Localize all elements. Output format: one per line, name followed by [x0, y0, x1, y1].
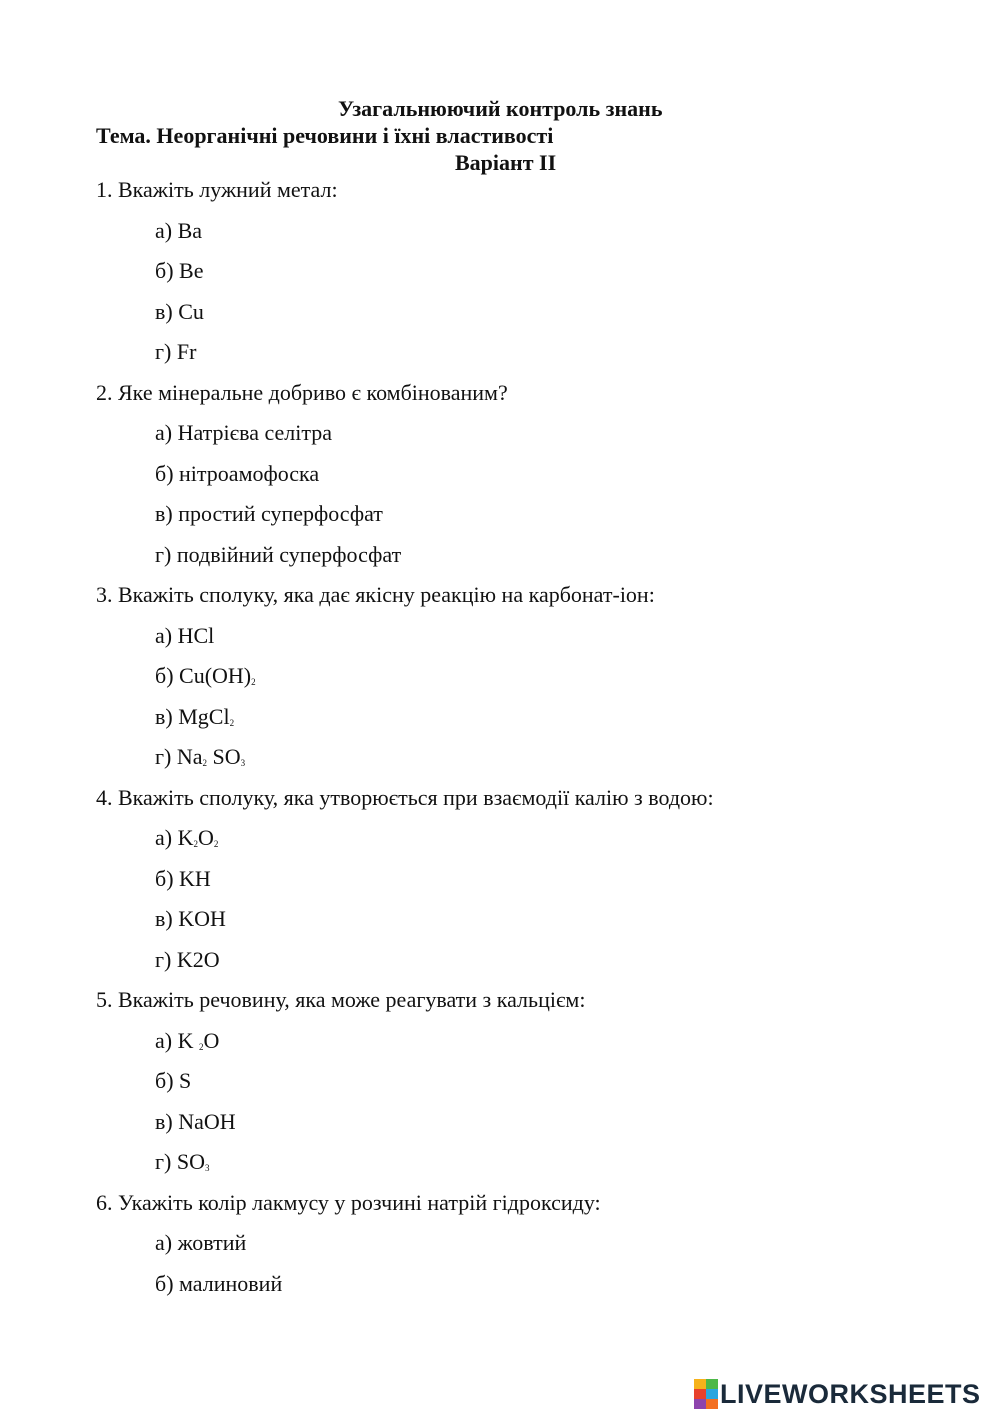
option-text: KOH — [178, 906, 226, 931]
option-letter: а) — [155, 623, 178, 648]
option-text: Cu(OH) — [179, 663, 252, 688]
answer-option — [155, 744, 245, 770]
option-text: K2O — [176, 947, 220, 972]
question-text: 4. Вкажіть сполуку, яка утворюється при взаємодії калію з водою: — [96, 785, 714, 810]
option-letter: в) — [155, 501, 179, 526]
liveworksheets-logo — [694, 1374, 981, 1414]
formula-subscript: 2 — [198, 1042, 204, 1052]
formula-subscript: 2 — [229, 718, 235, 728]
option-letter: б) — [155, 1271, 180, 1296]
answer-option — [155, 623, 214, 649]
answer-option — [155, 339, 196, 365]
option-letter: г) — [155, 744, 177, 769]
answer-option — [155, 501, 383, 527]
answer-option — [155, 1149, 209, 1175]
formula-subscript: 3 — [204, 1163, 210, 1173]
answer-option — [155, 1230, 246, 1256]
answer-option — [155, 420, 332, 446]
formula-subscript: 2 — [193, 839, 198, 849]
option-text: подвійний суперфосфат — [176, 542, 402, 567]
question-text: 6. Укажіть колір лакмусу у розчині натрій гідроксиду: — [96, 1190, 601, 1215]
logo-tile — [694, 1399, 706, 1409]
option-text: малиновий — [179, 1271, 283, 1296]
option-text: жовтий — [177, 1230, 247, 1255]
option-letter: а) — [155, 1028, 178, 1053]
logo-tile — [706, 1389, 718, 1399]
logo-tile — [694, 1389, 706, 1399]
question-text: 5. Вкажіть речовину, яка може реагувати з кальцієм: — [96, 987, 586, 1012]
formula-subscript: 2 — [213, 839, 219, 849]
option-text: Be — [179, 258, 204, 283]
answer-option — [155, 1068, 191, 1094]
option-letter: а) — [155, 420, 178, 445]
answer-option — [155, 258, 203, 284]
option-text: простий суперфосфат — [178, 501, 383, 526]
logo-tile — [694, 1379, 706, 1389]
answer-option — [155, 1028, 219, 1054]
option-text: Натрієва селітра — [177, 420, 333, 445]
option-letter: в) — [155, 1109, 179, 1134]
question-text: 1. Вкажіть лужний метал: — [96, 177, 338, 202]
option-letter: г) — [155, 947, 177, 972]
formula-subscript: 2 — [202, 758, 208, 768]
option-text: O — [203, 1028, 220, 1053]
option-letter: б) — [155, 663, 180, 688]
answer-option — [155, 542, 401, 568]
logo-tile — [706, 1379, 718, 1389]
answer-option — [155, 866, 211, 892]
formula-subscript: 2 — [251, 677, 256, 687]
answer-option — [155, 461, 319, 487]
option-letter: б) — [155, 866, 180, 891]
option-text: O — [197, 825, 214, 850]
answer-option — [155, 704, 234, 730]
answer-option — [155, 1271, 282, 1297]
liveworksheets-text: LIVEWORKSHEETS — [720, 1378, 981, 1409]
option-text: Fr — [176, 339, 197, 364]
option-text: NaOH — [178, 1109, 236, 1134]
option-text: Ba — [177, 218, 203, 243]
option-letter: а) — [155, 218, 178, 243]
option-text: SO — [207, 744, 241, 769]
answer-option — [155, 825, 218, 851]
answer-option — [155, 947, 220, 973]
option-letter: б) — [155, 1068, 180, 1093]
option-letter: г) — [155, 542, 177, 567]
document-title: Узагальнюючий контроль знань — [338, 96, 663, 121]
answer-option — [155, 663, 256, 689]
option-text: S — [179, 1068, 192, 1093]
question-text: 2. Яке мінеральне добриво є комбінованим? — [96, 380, 508, 405]
question-text: 3. Вкажіть сполуку, яка дає якісну реакцію на карбонат-іон: — [96, 582, 655, 607]
option-text: K — [177, 1028, 199, 1053]
option-text: KH — [179, 866, 211, 891]
option-text: K — [177, 825, 194, 850]
option-letter: а) — [155, 1230, 178, 1255]
option-letter: б) — [155, 461, 180, 486]
logo-tile — [706, 1399, 718, 1409]
option-letter: г) — [155, 1149, 177, 1174]
document-topic: Тема. Неорганічні речовини і їхні властивості — [96, 123, 554, 148]
answer-option — [155, 299, 204, 325]
answer-option — [155, 1109, 236, 1135]
liveworksheets-mark-icon — [694, 1379, 718, 1409]
option-letter: в) — [155, 299, 179, 324]
option-text: Cu — [178, 299, 204, 324]
option-letter: в) — [155, 906, 179, 931]
option-text: Na — [176, 744, 203, 769]
formula-subscript: 3 — [240, 758, 246, 768]
answer-option — [155, 218, 202, 244]
option-text: SO — [176, 1149, 205, 1174]
option-letter: г) — [155, 339, 177, 364]
answer-option — [155, 906, 226, 932]
option-text: HCl — [177, 623, 215, 648]
option-text: MgCl — [178, 704, 230, 729]
document-variant: Варіант II — [455, 150, 557, 175]
option-letter: в) — [155, 704, 179, 729]
option-letter: б) — [155, 258, 180, 283]
option-letter: а) — [155, 825, 178, 850]
option-text: нітроамофоска — [179, 461, 320, 486]
